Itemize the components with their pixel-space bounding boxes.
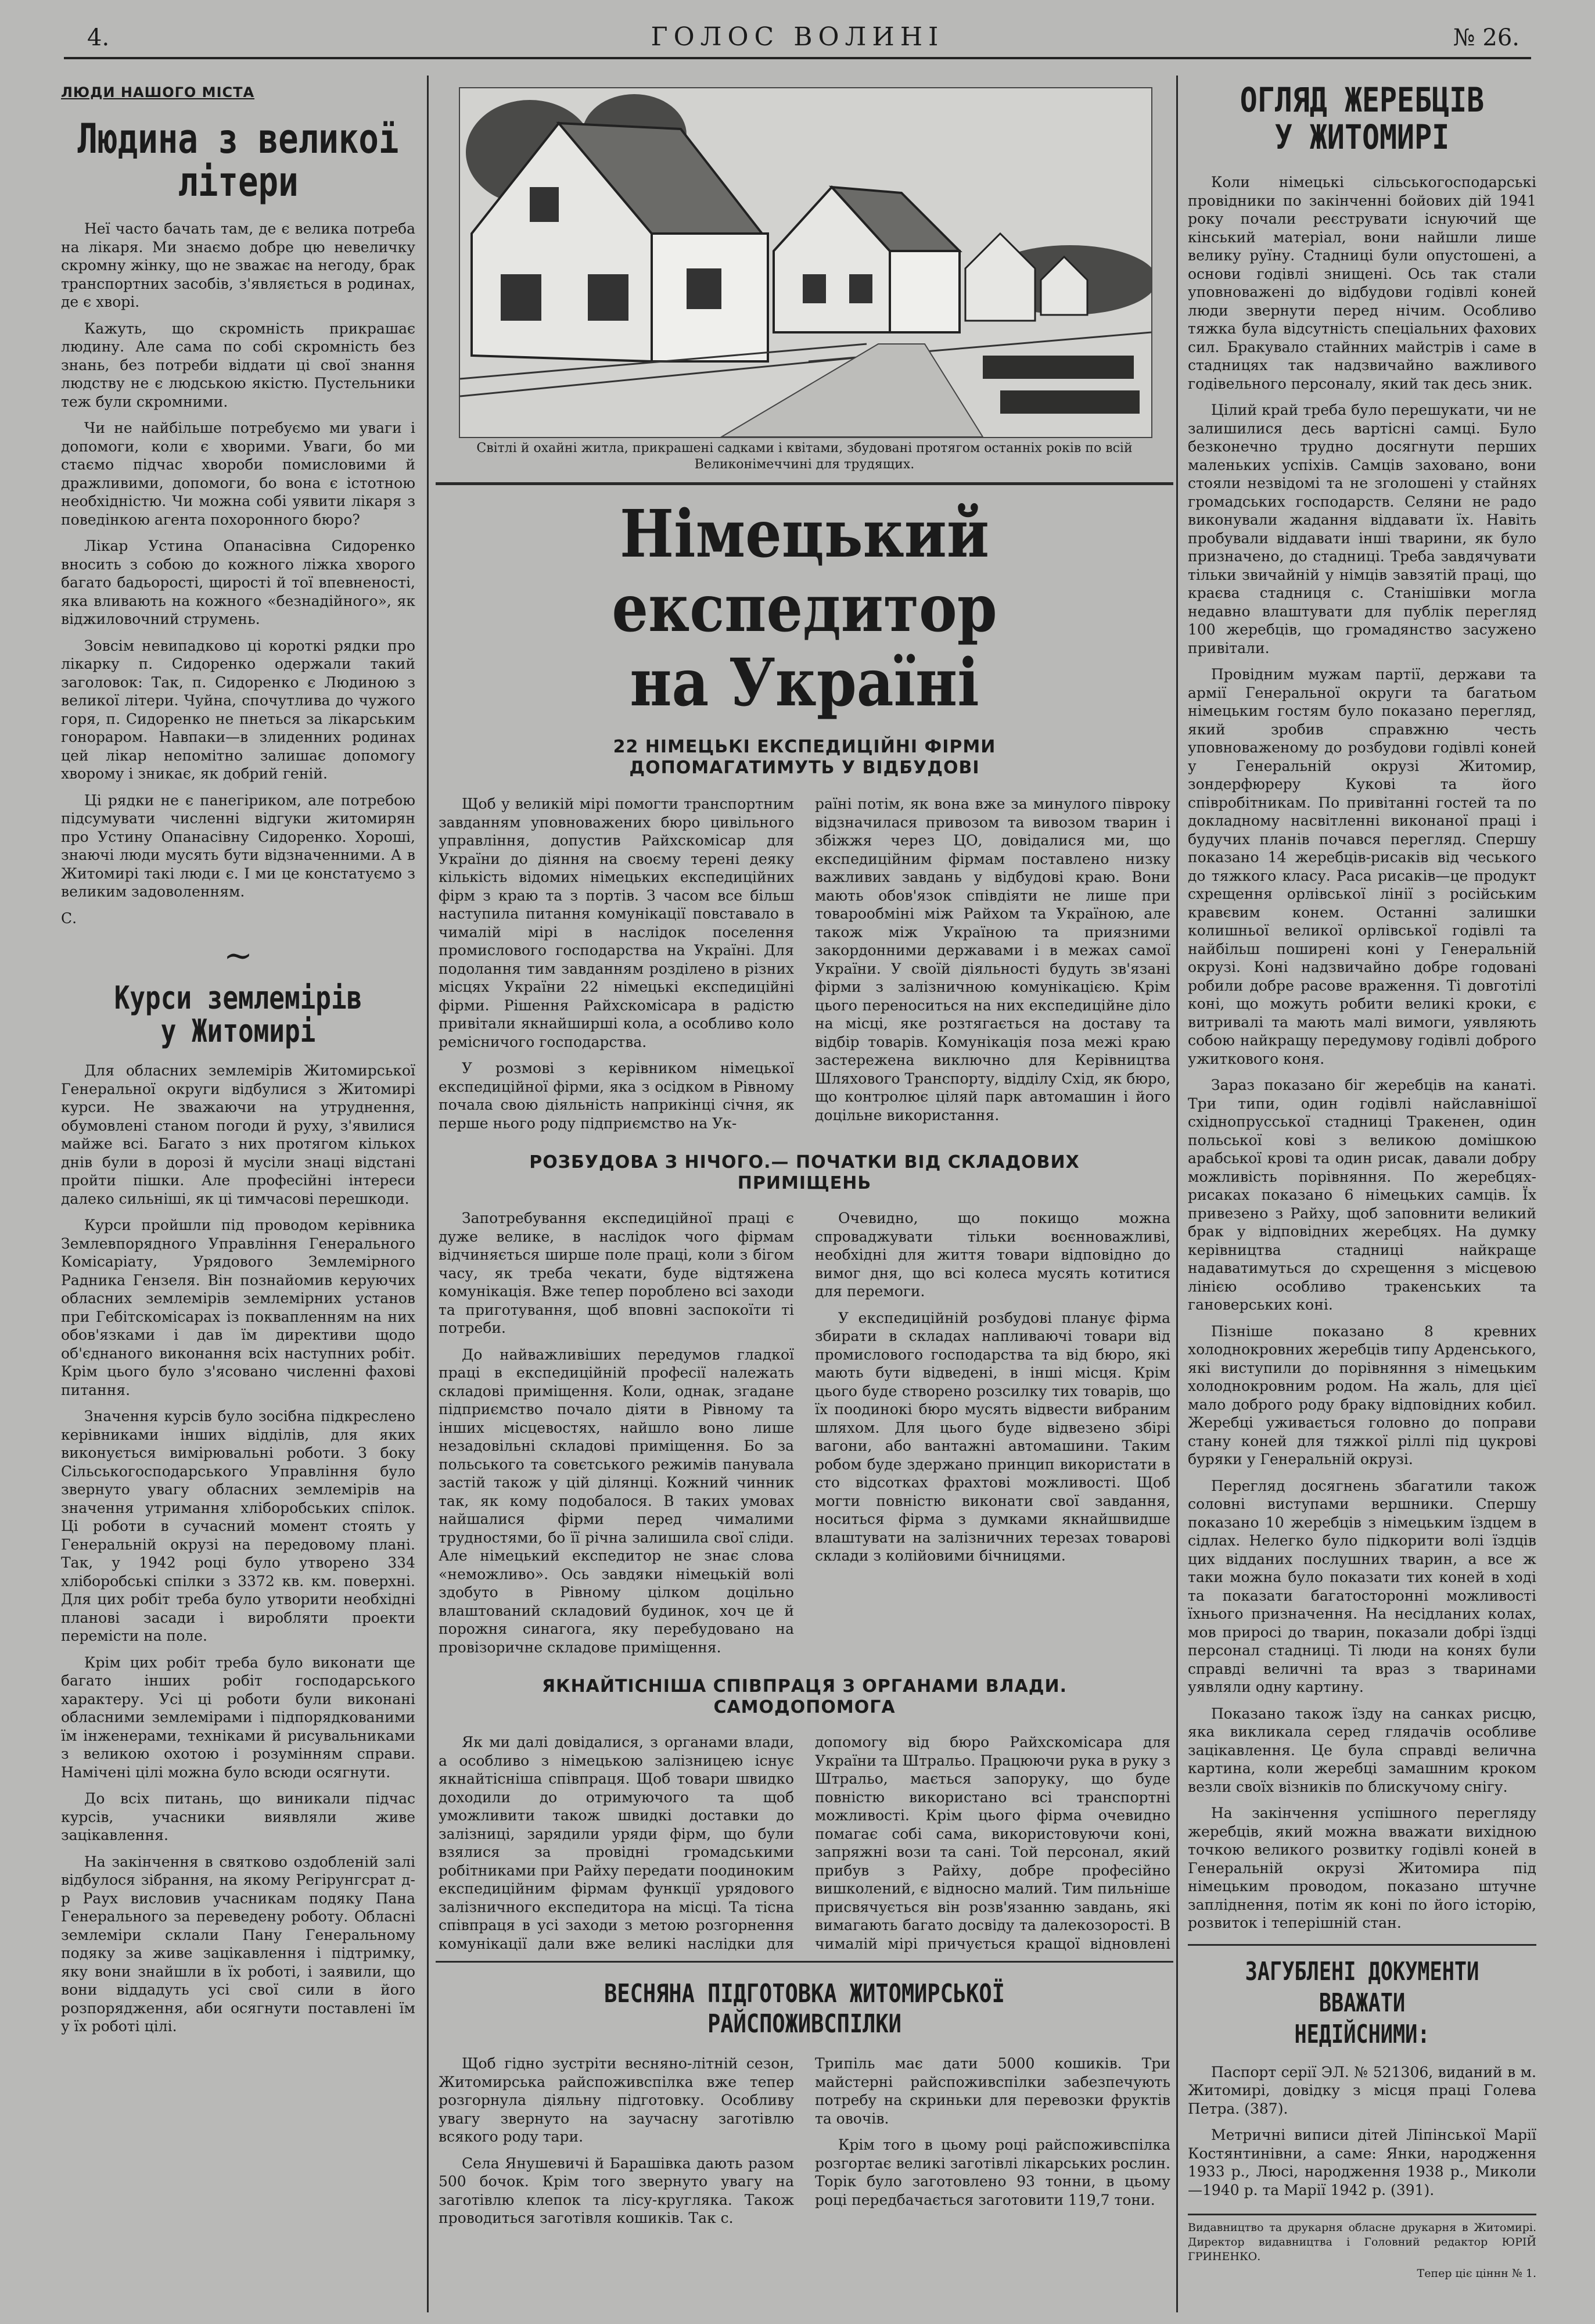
- rule-above-bottom-article: [436, 1961, 1173, 1963]
- masthead: [64, 22, 1531, 59]
- paragraph: Як ми далі довідалися, з органами влади, а особливо з німецькою залізницею існує якнайтісніша співпраця. Щоб товари швидко доходили до отримуючого та щоб уможливити також швидкі доставки до залізниці, зарядили уряди фірм, що були взялися за провідні громадськими робітниками при Райху передати поодиноким експедиційним фірмам функції урядового залізничного експедитора на місці. Та тісна співпраця в усі заходи з метою розгорнення комунікації дали вже великі наслідки для: [439, 1734, 794, 1952]
- bottom-left: [439, 2054, 794, 2228]
- main-article-title: [483, 497, 1127, 720]
- paragraph: Показано також їзду на санках рисцю, яка викликала серед глядачів особливе зацікавлення. Це була справді величнa картина, коли жеребці замашним кроком везли своїх візників по блискучому снігу.: [1188, 1705, 1536, 1795]
- paragraph: Метричні виписи дітей Ліпінської Марії Костянтинівни, а саме: Янки, народження 1933 р., Люсі, народження 1938 р., Миколи—1940 р. та Марії 1942 р. (391).: [1188, 2126, 1536, 2199]
- paragraph: Запотребування експедиційної праці є дуже велике, в наслідок чого фірмам відчиняється ширше поле праці, коли з бігом часу, як треба чекати, буде відтяжена комунікація. Вже тепер пороблено всі заходи та приготування, щоб вповні заспокоїти ті потреби.: [439, 1210, 794, 1336]
- paragraph: Села Янушевичі й Барашівка дають разом 500 бочок. Крім того звернуто увагу на заготівлю клепок та лісу-кругляка. Також проводиться заготівля кошиків. Так с.: [439, 2154, 794, 2226]
- right-column: [1188, 81, 1536, 2208]
- bottom-right: [815, 2054, 1170, 2228]
- paragraph: Значення курсів було зосібна підкреслено керівниками інших відділів, для яких виконується вимірювальні роботи. З боку Сільськогосподарського Управління було звернуто увагу обласних землемірів на значення утримання хліборобських спілок. Ці роботи в сучасний момент стоять у Генеральній окрузі на передовому плані. Так, у 1942 році було утворено 334 хліборобські спілки з 3372 кв. км. поверхні. Для цих робіт треба було утворити необхідні планові засади і виробляти проекти перемісти на поле.: [61, 1408, 415, 1645]
- title-line: У ЖИТОМИРІ: [1274, 117, 1450, 157]
- paragraph: На закінчення в святково оздобленій залі відбулося зібрання, на якому Регірунгсрат д-р Раух висловив учасникам подяку Пана Генерального за переведену роботу. Обласні землеміри склали Пану Генеральному подяку за живе зацікавлення і підтримку, яку вони знайшли в їх роботі, і заявили, що вони віддадуть усі свої сили в його розпорядження, аби осягнути поставлені їм у їх роботі цілі.: [61, 1853, 415, 2035]
- paragraph: У розмові з керівником німецької експедиційної фірми, яка з осідком в Рівному почала свою діяльність наприкінці січня, як перше нього роду підприємство на Ук-: [439, 1060, 794, 1132]
- section1-left: [439, 1209, 794, 1656]
- title-line: ОГЛЯД ЖЕРЕБЦІВ: [1240, 81, 1485, 120]
- paragraph: Перегляд досягнень збагатили також соловні виступами вершники. Спершу показано 10 жеребців з німецьким їздцем в сідлах. Нелегко було підкорити волі їздців цих відданих послушних тварин, а все ж таки можна було показати тих коней в ході та показати багатосторонні можливості їхнього призначення. На несідланих колах, мов приросі до тварин, показали добрі їздці персонал стадниці. Ті люди на конях були справді величні та враз з тваринами уявляли одну картину.: [1188, 1477, 1536, 1695]
- main-article-subtitle: 22 НІМЕЦЬКІ ЕКСПЕДИЦІЙНІ ФІРМИ ДОПОМАГАТИМУТЬ У ВІДБУДОВІ: [613, 737, 996, 778]
- paragraph: Цілий край треба було перешукати, чи не залишилися десь вартісні самці. Було безконечно трудно досягнути перших маленьких успіхів. Самців заховано, вони стояли незвідомі та не зголошені у стайнях громадських господарств. Селяни не радо виконували жадання віддавати їх. Навіть пробували віддавати інші тварини, як було призначено, до стадниці. Треба завдячувати тільки звичайній у німців завзятій праці, що краєва стадниця с. Станішівки могла недавно влаштувати для публік перегляд 100 жеребців, що громадянство засужено привітали.: [1188, 401, 1536, 657]
- rubric-label: ЛЮДИ НАШОГО МІСТА: [61, 84, 255, 101]
- left-column: [61, 84, 415, 2315]
- article-body-stallions: [1188, 173, 1536, 1932]
- paragraph: Для обласних землемірів Житомирської Генеральної округи відбулися з Житомирі курси. Не зважаючи на утруднення, обумовлені станом погоди й руху, з'явилися майже всі. Багато з них протягом кількох днів були в дорозі й мусіли знаці відстані пройти пішки. Але професійні інтереси далеко сильніші, як ці тимчасові перешкоди.: [61, 1062, 415, 1207]
- section2-right: [815, 1733, 1170, 1952]
- bottom-article-columns: [439, 2054, 1170, 2228]
- title-line: Людина з великої: [77, 115, 399, 163]
- paragraph: До найважливіших передумов гладкої праці в експедиційній професії належать складові приміщення. Коли, однак, згадане підприємство почало діяти в Рівному та інших місцевостях, найшло воно лише незадовільні складові приміщення. Бо за польського та совєтського режимів панувала застій також у цій ділянці. Кожний чинник так, як кому подобалося. В таких умовах найшалися фірми перед чималими трудностями, бо її річна залишила свої сліди. Але німецький експедитор не знає слова «неможливо». Ось завдяки німецькій волі здобуто в Рівному цілком доцільно влаштований складовий будинок, хоч це й порожня синагога, яку перебудовано на провізоричне складове приміщення.: [439, 1346, 794, 1656]
- title-line: літери: [178, 157, 299, 206]
- column-rule-left: [427, 76, 429, 2312]
- page-number: 4.: [87, 24, 110, 51]
- paragraph: Кажуть, що скромність прикрашає людину. Але сама по собі скромність без знань, без потреби віддати ці свої знання людству не є людською якістю. Пустельники теж були скромними.: [61, 320, 415, 410]
- paragraph: Чи не найбільше потребуємо ми уваги і допомоги, коли є хворими. Уваги, бо ми стаємо підчас хвороби помисловими й дражливими, допомоги, бо вона є істотною необхідністю. Чи можна собі уявити лікаря з поведінкою агента похоронного бюро?: [61, 419, 415, 528]
- rule-under-illustration: [436, 482, 1173, 485]
- paragraph: Паспорт серії ЭЛ. № 521306, виданий в м. Житомирі, довідку з місця праці Голева Петра. (387).: [1188, 2063, 1536, 2117]
- intro-right: [815, 795, 1170, 1132]
- section2-columns: [439, 1733, 1170, 1952]
- paragraph: Лікар Устина Опанасівна Сидоренко вносить з собою до кожного ліжка хворого багато бадьорості, щирості й тої впевненості, яка вливають на кожного «безнадійного», як віджиловочний струмень.: [61, 537, 415, 627]
- intro-left: [439, 795, 794, 1132]
- title-line: Курси землемірів: [114, 980, 362, 1016]
- signature: С.: [61, 909, 77, 927]
- section1-columns: [439, 1209, 1170, 1656]
- article-title-lost-documents: [1199, 1956, 1525, 2050]
- article-title-surveyors: [78, 982, 397, 1048]
- paragraph: У експедиційній розбудові планує фірма збирати в складах напливаючі товари від промислового господарства та від бюро, які мають бути відведені, в інші місця. Крім цього буде створено розсилку тих товарів, що їх поодинокі бюро мусять відвести вибраним шляхом. Для цього буде відвезено збірі вагони, або вантажні автомашини. Таким робом буде здержано принцип використати в сто відсотках фрахтові можливості. Щоб могти повністю виконати свої завдання, носиться фірма з думками якнайшвидше влаштувати на залізничних терезах товарові склади з колійовими бічницями.: [815, 1309, 1170, 1564]
- rule-above-imprint: [1188, 2214, 1536, 2215]
- paragraph: Крім цих робіт треба було виконати ще багато інших робіт господарського характеру. Усі ці роботи були виконані обласними землемірами і підпорядкованими їм інженерами, техніками й рисувальниками з великою охотою і розумінням справи. Намічені цілі можна було всюди осягнути.: [61, 1654, 415, 1781]
- illustration-caption: Світлі й охайні житла, прикрашені садками і квітами, збудовані протягом останніх років по всій Великонімеччині для трудящих.: [476, 441, 1133, 472]
- article-body-doctor: [61, 220, 415, 927]
- paragraph: Пізніше показано 8 кревних холоднокровних жеребців типу Арденського, які виступили до порівняння з німецьким холоднокровним родом. На жаль, для цієї мало доброго роду браку відповідних кобил. Жеребці уживається головно до поправи стану коней для тяжкої ріллі під цукрові буряки у Генеральній окрузі.: [1188, 1322, 1536, 1468]
- paragraph: Щоб у великій мірі помогти транспортним завданням уповноважених бюро цивільного управління, допустив Райхскомісар для України до діяння на своєму терені деяку кількість відомих німецьких експедиційних фірм з краю та з портів. З часом все більш наступила питання комунікації повставало в чималій мірі в наслідок поселення промислового господарства на Україні. Для подолання тим завданням розділено в різних місцях України 22 німецькі експедиційні фірми. Рішення Райхскомісара в радістю привітали якнайширші кола, а особливо коло ремісничого господарства.: [439, 795, 794, 1050]
- paragraph: Курси пройшли під проводом керівника Землевпорядного Управління Генерального Комісаріату, Урядового Землемірного Радника Гензеля. Він познайомив керуючих обласних землемірів землемірних установ при Гебітскомісарах із поквапленням на них обов'язками і дав їм директиви щодо об'єднаного виконання всіх наступних робіт. Крім цього було з'ясовано численні фахові питання.: [61, 1217, 415, 1398]
- paragraph: Трипіль має дати 5000 кошиків. Три майстерні райспоживспілки забезпечують потребу на скриньки для перевозки фруктів та овочів.: [815, 2055, 1170, 2127]
- paragraph: допомогу від бюро Райхскомісара для України та Штральо. Працюючи рука в руку з Штральо, мається запоруку, що буде повністю використано всі транспортні можливості. Крім цього фірма очевидно помагає собі сама, використовуючи коні, запряжні вози та сані. Той персонал, який прибув з Райху, добре професійно вишколений, є відносно малий. Тим пильніше присвячується він розв'язанню завдань, які вимагають багато досвіду та далекозорості. В чималій мірі причується кращої відновлені: [815, 1734, 1170, 1952]
- center-bottom-article: [439, 1975, 1170, 2301]
- intro-columns: [439, 795, 1170, 1132]
- paragraph: Коли німецькі сільськогосподарські провідники по закінченні бойових дій 1941 року почали реєструвати існуючий ще кінський матеріал, вони найшли лише велику руїну. Стадниці були опустошені, а основи годівлі знищені. Ось так стали уповноважені до відбудови годівлі коней люди звернути перед нічим. Особливо тяжка була відсутність спеціальних фахових сил. Бракувало стайнних майстрів і саме в стадницях так надзвичайно важливого годівельного персоналу, який так десь зник.: [1188, 174, 1536, 392]
- paragraph: Крім того в цьому році райспоживспілка розгортає великі заготівлі лікарських рослин. Торік було заготовлено 93 тонни, в цьому році передбачається заготовити 119,7 тони.: [815, 2136, 1170, 2208]
- bottom-article-title: [439, 1979, 1170, 2039]
- article-title-doctor: [74, 115, 403, 206]
- title-line: НЕДІЙСНИМИ:: [1294, 2019, 1430, 2049]
- newspaper-title: ГОЛОС ВОЛИНІ: [651, 22, 944, 52]
- illustration-houses: [459, 87, 1152, 438]
- title-line: Німецький експедитор: [612, 496, 997, 647]
- paragraph: Ці рядки не є панегіриком, але потребою підсумувати численні відгуки житомирян про Устину Опанасівну Сидоренко. Хороші, знаючі люди мусять бути відзначенними. А в Житомирі такі люди є. І ми це констатуємо з великим задоволенням.: [61, 791, 415, 900]
- paragraph: Неї часто бачать там, де є велика потреба на лікаря. Ми знаємо добре цю невеличку скромну жінку, що не зважає на негоду, брак транспортних засобів, з'являється в родинах, де є хворі.: [61, 220, 415, 310]
- column-rule-right: [1176, 76, 1178, 2312]
- paragraph: Провідним мужам партії, держави та армії Генеральної округи та багатьом німецьким гостям було показано перегляд, який зробив справжню честь уповноваженому до розбудови годівлі коней у Генеральній окрузі Житомир, зондерфюреру Куковi та його співробітникам. По привітанні гостей та по докладному насвітленні виконаної праці і будучих планів почався перегляд. Спершу показано 14 жеребців-рисаків від чеського до тяжкого класу. Раса рисаків—це продукт схрещення орлівської лінії з російським кравєвим конем. Останні залишки колишньої великої орлівської годівлі та найбільш поширені коні у Генеральній окрузі. Коні надзвичайно добре годовані робили добре раcове враження. Ті довготілі коні, що можуть робити великі кроки, є витривалі та мають малі вимоги, уявляють собою найкращу передумову годівлі доброго ужиткового коня.: [1188, 666, 1536, 1067]
- section-title-rebuilding: РОЗБУДОВА З НІЧОГО.— ПОЧАТКИ ВІД СКЛАДОВИХ ПРИМІЩЕНЬ: [529, 1152, 1080, 1193]
- article-body-lost-documents: [1188, 2063, 1536, 2200]
- imprint-text: Видавництво та друкарня обласне друкарня в Житомирі. Директор видавництва і Головний редактор ЮРІЙ ГРИНЕНКО.: [1188, 2221, 1536, 2263]
- imprint-note: Тепер ціє ціннн № 1.: [1417, 2267, 1536, 2280]
- imprint: [1188, 2221, 1536, 2308]
- paragraph: До всіх питань, що виникали підчас курсів, учасники виявляли живе зацікавлення.: [61, 1790, 415, 1844]
- separator-ornament: ~: [223, 935, 253, 976]
- title-line: у Житомирі: [160, 1012, 316, 1049]
- paragraph: Зовсім невипадково ці короткі рядки про лікарку п. Сидоренко одержали такий заголовок: Так, п. Сидоренко є Людиною з великої літери. Чуйна, спочутлива до чужого горя, п. Сидоренко не пнеться за лікарським гонораром. Навпаки—в злиденних родинах цей лікар непомітно залишає допомогу хворому і зникає, як добрий геній.: [61, 637, 415, 782]
- section1-right: [815, 1209, 1170, 1656]
- paragraph: раїні потім, як вона вже за минулого півроку відзначилася привозом та вивозом тварин і збіжжя через ЦО, довідалися ми, що експедиційним фірмам поставлено низку важливих завдань у відбудові краю. Вони мають обов'язок співдіяти не лише при товарообміні між Райхом та Україною, але також між Україною та приязними закордонними державами і в межах самої України. У своїй діяльності будуть зв'язані фірми з залізничною комунікацією. Крім цього переноситься на них експедиційне діло на місці, яке розтягається на доставу та відбір товарів. Комунікація поза межі краю застережена виключно для Керівництва Шляхового Транспорту, відділу Схід, як бюро, що контролює ціляй парк автомашин і його доцільне використання.: [815, 795, 1170, 1124]
- title-line: на Україні: [630, 645, 979, 721]
- section2-left: [439, 1733, 794, 1952]
- paragraph: Щоб гідно зустріти весняно-літній сезон, Житомирська райспоживспілка вже тепер розгорнула діяльну підготовку. Особливу увагу звернуто на заучасну заготівлю всякого роду тари.: [439, 2055, 794, 2145]
- title-line: РАЙСПОЖИВСПІЛКИ: [707, 2009, 901, 2039]
- article-title-stallions: [1192, 81, 1532, 156]
- rule-above-lost-docs: [1188, 1944, 1536, 1946]
- title-line: ЗАГУБЛЕНІ ДОКУМЕНТИ ВВАЖАТИ: [1245, 1956, 1479, 2018]
- houses-drawing-icon: [460, 88, 1151, 437]
- title-line: ВЕСНЯНА ПІДГОТОВКА ЖИТОМИРСЬКОЇ: [604, 1979, 1005, 2009]
- paragraph: Зараз показано біг жеребців на канаті. Три типи, один годівлі найславнішої східнопрусської стадниці Тракенен, один польської кові з великою домішкою арабської крові та один рисак, давали добру можливість порівняння. По жеребцях-рисаках показано 6 німецьких самців. Їх привезено з Райху, щоб заповнити великий брак у відповідних жеребцях. На думку керівництва стадниці найкраще надаватимуться до схрещення з місцевою лінією особливо тракенських та гановерських коні.: [1188, 1077, 1536, 1313]
- center-main-article: [439, 494, 1170, 1952]
- section-title-cooperation: ЯКНАЙТІСНІША СПІВПРАЦЯ З ОРГАНАМИ ВЛАДИ. САМОДОПОМОГА: [541, 1676, 1068, 1717]
- article-body-surveyors: [61, 1061, 415, 2036]
- issue-number: № 26.: [1453, 24, 1519, 51]
- paragraph: На закінчення успішного перегляду жеребців, який можна вважати вихідною точкою великого розвитку годівлі коней в Генеральній окрузі Житомира під німецьким проводом, показано штучне запліднення, потім як коні по його історію, розвиток і теперішній стан.: [1188, 1805, 1536, 1931]
- paragraph: Очевидно, що покищо можна спроваджувати тільки воєнноважливі, необхідні для життя товари відповідно до вимог дня, що всі колеса мусять котитися для перемоги.: [815, 1210, 1170, 1300]
